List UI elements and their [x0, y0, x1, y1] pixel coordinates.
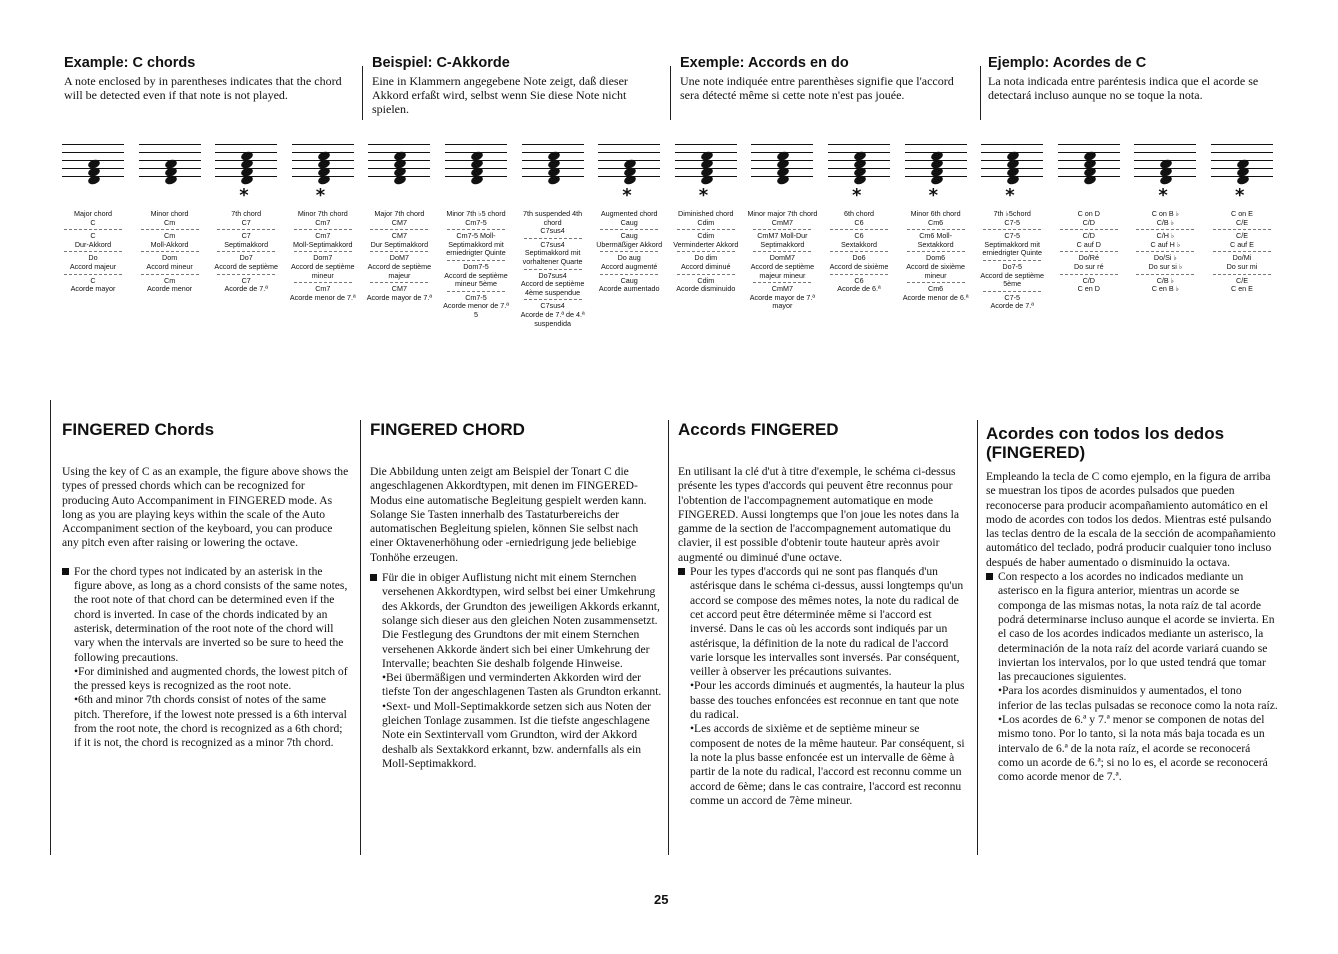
asterisk-icon: *: [1235, 185, 1245, 206]
example-en: [64, 55, 354, 102]
staff-line: [1134, 144, 1196, 145]
chord-name: 7th chord: [231, 210, 262, 218]
chord-es-symbol: Caug: [620, 276, 638, 285]
separator: [600, 229, 658, 230]
chord-name: C on D: [1077, 210, 1100, 218]
chord-es-symbol: C/D: [1082, 276, 1095, 285]
chord-es-symbol: Cm7-5: [465, 293, 487, 302]
chord-fr-symbol: Do/Mi: [1232, 254, 1252, 263]
chord-fr-symbol: Do/Ré: [1078, 254, 1099, 263]
asterisk-icon: *: [928, 185, 939, 206]
section-en-bullet: For the chord types not indicated by an asterisk in the figure above, as long as a chord consists of the same notes, the root note of that chord can be determined even if the chord is inverted. In case of the chords indicated by an asterisk, determination of the root note of the chord will vary when the intervals are inverted so be sure to heed the following precautions.: [62, 565, 352, 665]
staff-line: [675, 144, 737, 145]
asterisk-icon: *: [315, 185, 326, 206]
chord-es-name: C en D: [1077, 285, 1100, 294]
chord-fr-symbol: Do/Si ♭: [1153, 254, 1177, 263]
chord-fr-name: Accord de septième 5ème: [980, 271, 1044, 289]
section-de-bullet: Für die in obiger Auflistung nicht mit einem Sternchen versehenen Akkordtypen, wird selbst bei einer Umkehrung des Akkords, der Grundton des jeweiligen Akkords erkannt, solange sich dieser aus den gleichen Noten zusammensetzt. Die Festlegung des Grundtons der mit einem Sternchen versehenen Akkorde ändert sich bei einer Umkehrung der Intervalle; beachten Sie deshalb folgende Hinweise.: [370, 571, 662, 671]
separator: [753, 282, 811, 283]
chord-de-symbol: Cm7-5 Moll-: [456, 232, 496, 241]
separator: [677, 251, 735, 252]
chord-name: Augmented chord: [600, 210, 658, 218]
section-fr-title: Accords FINGERED: [678, 420, 839, 439]
divider: [670, 66, 671, 120]
separator: [141, 274, 199, 275]
separator: [217, 251, 275, 252]
chord-de-name: C auf D: [1076, 240, 1101, 249]
chord-name: Minor 7th ♭5 chord: [446, 210, 506, 218]
section-de-title: FINGERED CHORD: [370, 420, 525, 439]
chord-name: C on E: [1231, 210, 1253, 218]
chord-symbol: C6: [854, 218, 864, 227]
chord-es-name: Acorde de 7.ª: [224, 285, 268, 294]
separator: [1136, 229, 1194, 230]
chord-symbol: C7-5: [1004, 218, 1020, 227]
chord-fr-name: Accord de sixième: [829, 262, 889, 271]
staff-notation: [824, 138, 894, 206]
chord-de-name: C auf E: [1230, 240, 1254, 249]
separator: [294, 251, 352, 252]
section-fr-sub2: •Les accords de sixième et de septième mineur se composent de notes de la même hauteur. Par conséquent, si la note la plus basse enfoncée est un intervalle de 6ème à partir de la note du radical, l'accord est reconnu comme un accord de 6ème; dans le cas contraire, l'accord est reconnu comme un accord de 7ème mineur.: [690, 722, 965, 807]
asterisk-icon: *: [622, 185, 632, 206]
chord-de-name: Septimakkord mit erniedrigter Quinte: [446, 240, 506, 258]
staff-line: [1211, 144, 1273, 145]
staff-line: [751, 144, 813, 145]
chord-labels: [518, 210, 588, 328]
chord-fr-symbol: Do7: [239, 254, 253, 263]
chord-labels: [211, 210, 281, 294]
section-en-title: FINGERED Chords: [62, 420, 215, 439]
separator: [370, 282, 428, 283]
chord-labels: [58, 210, 128, 294]
chord-de-name: Verminderter Akkord: [673, 240, 739, 249]
staff-line: [445, 144, 507, 145]
staff-notation: [977, 138, 1047, 206]
example-en-heading: Example: C chords: [64, 55, 196, 71]
chord-column: [977, 138, 1047, 311]
staff-line: [905, 144, 967, 145]
staff-notation: [671, 138, 741, 206]
section-es-intro: Empleando la tecla de C como ejemplo, en la figura de arriba se muestran los tipos de acordes pulsados que pueden reconocerse para producir acompañamiento automático en el modo de acordes con todos los dedos. Mientras esté pulsando las teclas dentro de la escala de la sección de acompañamiento automático del teclado, podrá producir cualquier tono incluso después de haber aumentado o disminuido la octava.: [986, 470, 1276, 569]
staff-notation: [1130, 138, 1200, 206]
staff-notation: [288, 138, 358, 206]
separator: [141, 251, 199, 252]
separator: [983, 291, 1041, 292]
example-es-text: La nota indicada entre paréntesis indica que el acorde se detectará incluso aunque no se toque la nota.: [988, 74, 1259, 102]
chord-de-symbol: C7: [241, 232, 251, 241]
separator: [753, 229, 811, 230]
chord-name: Minor 7th chord: [297, 210, 348, 218]
staff-notation: [211, 138, 281, 206]
staff-notation: [747, 138, 817, 190]
section-en: [62, 420, 352, 751]
chord-fr-symbol: DoM7: [389, 254, 409, 263]
chord-fr-symbol: DomM7: [769, 254, 795, 263]
asterisk-icon: *: [852, 185, 862, 206]
chord-fr-name: Do sur si ♭: [1148, 262, 1183, 271]
chord-es-name: Acorde de 6.ª: [837, 285, 881, 294]
chord-fr-symbol: Do dim: [694, 254, 718, 263]
staff-notation: [58, 138, 128, 190]
chord-de-symbol: CM7: [391, 232, 407, 241]
chord-column: [518, 138, 588, 328]
separator: [64, 229, 122, 230]
separator: [830, 274, 888, 275]
asterisk-icon: *: [239, 185, 249, 206]
chord-de-name: Septimakkord: [224, 240, 269, 249]
chord-es-symbol: C7-5: [1004, 293, 1020, 302]
section-en-intro: Using the key of C as an example, the figure above shows the types of pressed chords which can be recognized for producing Auto Accompaniment in FINGERED mode. As long as you are playing keys within the scale of the Auto Accompaniment section of the keyboard, you can produce any pitch even after raising or lowering the octave.: [62, 465, 349, 550]
chord-es-symbol: CmM7: [771, 285, 793, 294]
example-de-heading: Beispiel: C-Akkorde: [372, 55, 510, 71]
divider: [977, 420, 978, 855]
chord-es-symbol: Cdim: [697, 276, 715, 285]
separator: [753, 251, 811, 252]
chord-name: 7th ♭5chord: [993, 210, 1031, 218]
section-de: [370, 420, 662, 771]
chord-de-name: Septimakkord mit vorhaltener Quarte: [522, 249, 583, 266]
section-de-intro: Die Abbildung unten zeigt am Beispiel der Tonart C die angeschlagenen Akkordtypen, mit denen im FINGERED-Modus eine automatische Begleitung gespielt werden kann. Solange Sie Tasten innerhalb des Tastaturbereichs der automatischen Begleitung spielen, können Sie selbst nach einer Oktavenerhöhung oder -erniedrigung jede beliebige Tonhöhe erzeugen.: [370, 465, 647, 564]
divider: [668, 420, 669, 855]
chord-de-name: Septimakkord: [760, 240, 805, 249]
staff-notation: [594, 138, 664, 206]
separator: [217, 229, 275, 230]
chord-es-name: Acorde menor: [147, 285, 193, 294]
chord-symbol: C/E: [1236, 218, 1248, 227]
separator: [447, 291, 505, 292]
chord-fr-name: Accord de septième majeur mineur: [750, 262, 815, 280]
chord-de-name: Dur-Akkord: [74, 240, 112, 249]
chord-symbol: Cm7-5: [465, 218, 487, 227]
chord-fr-symbol: Do7sus4: [538, 271, 567, 280]
separator: [217, 274, 275, 275]
asterisk-icon: *: [698, 185, 709, 206]
chord-fr-name: Accord de septième 4ème suspendue: [520, 280, 585, 297]
chord-de-name: Sextakkord: [917, 240, 954, 249]
separator: [370, 251, 428, 252]
staff-line: [828, 144, 890, 145]
chord-labels: [364, 210, 434, 302]
separator: [524, 269, 582, 270]
example-de: [372, 55, 662, 116]
chord-labels: [594, 210, 664, 294]
chord-es-name: C en B ♭: [1151, 285, 1180, 294]
separator: [447, 229, 505, 230]
separator: [64, 251, 122, 252]
chord-es-name: Acorde menor de 6.ª: [902, 293, 969, 302]
chord-es-symbol: CM7: [391, 285, 407, 294]
separator: [370, 229, 428, 230]
staff-line: [522, 144, 584, 145]
chord-fr-name: Accord de septième mineur 5ème: [444, 271, 508, 289]
asterisk-icon: *: [1158, 185, 1168, 206]
chord-labels: [747, 210, 817, 311]
chord-column: [1054, 138, 1124, 294]
separator: [907, 251, 965, 252]
separator: [907, 282, 965, 283]
example-de-text: Eine in Klammern angegebene Note zeigt, daß dieser Akkord erfaßt wird, selbst wenn Sie diese Note nicht spielen.: [372, 74, 628, 116]
chord-symbol: C7sus4: [540, 227, 565, 236]
separator: [64, 274, 122, 275]
chord-labels: [824, 210, 894, 294]
chord-es-symbol: Cm7: [315, 285, 331, 294]
chord-name: Diminished chord: [678, 210, 734, 218]
staff-line: [598, 152, 660, 153]
chord-column: [671, 138, 741, 294]
chord-labels: [288, 210, 358, 302]
separator: [600, 274, 658, 275]
chord-fr-name: Do sur mi: [1226, 262, 1258, 271]
staff-line: [215, 144, 277, 145]
section-es-sub2: •Los acordes de 6.ª y 7.ª menor se componen de notas del mismo tono. Por lo tanto, si la nota más baja tocada es un intervalo de 6.ª de la nota raíz, el acorde se reconocerá como un acorde de 6.ª; si no lo es, el acorde se reconocerá como acorde menor de 7.ª.: [998, 713, 1268, 784]
separator: [1060, 229, 1118, 230]
chord-column: [58, 138, 128, 294]
chord-de-symbol: C/D: [1082, 232, 1095, 241]
chord-labels: [441, 210, 511, 320]
chord-labels: [977, 210, 1047, 311]
section-es-bullet: Con respecto a los acordes no indicados mediante un asterisco en la figura anterior, mientras un acorde se componga de las mismas notas, la nota raíz de tal acorde podrá determinarse incluso aunque el acorde se invierta. En el caso de los acordes indicados mediante un asterisco, la determinación de la nota raíz del acorde variará cuando se inviertan los intervalos, por lo que usted tendrá que tomar las precauciones siguientes.: [986, 570, 1278, 684]
chord-symbol: C: [90, 218, 96, 227]
chord-de-name: Septimakkord mit erniedrigter Quinte: [982, 240, 1042, 258]
chord-es-symbol: Cm6: [928, 285, 944, 294]
section-es-sub1: •Para los acordes disminuidos y aumentados, el tono inferior de las teclas pulsadas se reconoce como la nota raíz.: [998, 684, 1278, 712]
chord-symbol: C/B ♭: [1156, 218, 1175, 227]
chord-es-name: Acorde aumentado: [598, 285, 660, 294]
chord-fr-symbol: Dom7: [313, 254, 333, 263]
divider: [980, 66, 981, 120]
section-en-sub2: •6th and minor 7th chords consist of notes of the same pitch. Therefore, if the lowest note pressed is a 6th interval from the root note, the chord is recognized as a 6th chord; if it is not, the chord is recognized as a minor 7th chord.: [74, 693, 347, 750]
section-de-sub1: •Bei übermäßigen und verminderten Akkorden wird der tiefste Ton der angeschlagenen Tasten als Grundton erkannt.: [382, 671, 662, 699]
chord-chart: [58, 138, 1286, 378]
staff-line: [598, 144, 660, 145]
chord-fr-name: Accord diminué: [681, 262, 731, 271]
chord-es-symbol: C/E: [1236, 276, 1248, 285]
section-es-title: Acordes con todos los dedos (FINGERED): [986, 424, 1225, 462]
separator: [1213, 251, 1271, 252]
chord-es-symbol: C6: [854, 276, 864, 285]
chord-es-name: Acorde mayor: [70, 285, 116, 294]
chord-de-name: C auf H ♭: [1150, 240, 1181, 249]
chord-fr-name: Accord de septième majeur: [367, 262, 432, 280]
separator: [524, 299, 582, 300]
asterisk-icon: *: [1005, 185, 1015, 206]
staff-notation: [901, 138, 971, 206]
separator: [600, 251, 658, 252]
separator: [983, 229, 1041, 230]
staff-line: [368, 144, 430, 145]
chord-de-symbol: C/H ♭: [1156, 232, 1175, 241]
chord-column: [211, 138, 281, 294]
chord-fr-symbol: Dom7-5: [463, 262, 489, 271]
separator: [830, 229, 888, 230]
separator: [1136, 251, 1194, 252]
separator: [294, 282, 352, 283]
chord-de-symbol: C6: [854, 232, 864, 241]
chord-column: [901, 138, 971, 302]
chord-es-name: Acorde de 7.ª: [990, 302, 1034, 311]
chord-fr-name: Accord de sixième mineur: [906, 262, 965, 280]
chord-es-symbol: C7: [241, 276, 251, 285]
chord-de-symbol: Cm: [164, 232, 176, 241]
section-es: [986, 424, 1278, 785]
chord-de-symbol: Cm7: [315, 232, 331, 241]
chord-column: [364, 138, 434, 302]
chord-de-symbol: CmM7 Moll-Dur: [757, 232, 808, 241]
chord-de-name: Sextakkord: [841, 240, 877, 249]
chord-column: [441, 138, 511, 319]
chord-labels: [901, 210, 971, 302]
chord-es-name: Acorde mayor de 7.ª: [366, 293, 433, 302]
separator: [447, 260, 505, 261]
chord-name: Major 7th chord: [374, 210, 425, 218]
example-fr-heading: Exemple: Accords en do: [680, 55, 849, 71]
chord-column: [1207, 138, 1277, 294]
chord-es-name: Acorde disminuido: [676, 285, 736, 294]
chord-es-symbol: C7sus4: [540, 302, 565, 311]
divider: [360, 420, 361, 855]
staff-notation: [135, 138, 205, 190]
chord-symbol: Cm: [164, 218, 176, 227]
separator: [677, 229, 735, 230]
chord-es-name: Acorde mayor de 7.ª mayor: [749, 293, 816, 311]
chord-symbol: Cdim: [697, 218, 715, 227]
chord-fr-symbol: Do aug: [617, 254, 641, 263]
chord-fr-name: Accord mineur: [146, 262, 193, 271]
section-de-sub2: •Sext- und Moll-Septimakkorde setzen sich aus Noten der gleichen Tonlage zusammen. Ist die tiefste angeschlagene Note ein Sextintervall vom Grundton, wird der Akkord deshalb als Sextakkord erkannt, bzw. andernfalls als ein Moll-Septimakkord.: [382, 699, 652, 770]
chord-column: [135, 138, 205, 294]
divider: [362, 66, 363, 120]
chord-de-name: Moll-Septimakkord: [293, 240, 353, 249]
chord-es-symbol: C: [90, 276, 96, 285]
separator: [141, 229, 199, 230]
example-es: [988, 55, 1280, 102]
chord-fr-symbol: Do7-5: [1002, 262, 1022, 271]
chord-symbol: Cm7: [315, 218, 331, 227]
staff-line: [62, 152, 124, 153]
separator: [1060, 274, 1118, 275]
chord-fr-name: Accord majeur: [69, 262, 117, 271]
staff-notation: [1054, 138, 1124, 190]
separator: [294, 229, 352, 230]
chord-es-name: Acorde de 7.ª de 4.ª suspendida: [520, 310, 585, 328]
staff-notation: [441, 138, 511, 190]
chord-symbol: CM7: [391, 218, 407, 227]
example-fr: [680, 55, 976, 102]
chord-symbol: CmM7: [771, 218, 793, 227]
chord-column: [1130, 138, 1200, 294]
staff-line: [62, 144, 124, 145]
chord-es-name: C en E: [1231, 285, 1253, 294]
chord-de-symbol: Cdim: [697, 232, 715, 241]
separator: [830, 251, 888, 252]
chord-fr-name: Accord de septième: [214, 262, 278, 271]
example-es-heading: Ejemplo: Acordes de C: [988, 55, 1147, 71]
chord-de-name: Moll-Akkord: [150, 240, 189, 249]
chord-de-name: Übermäßiger Akkord: [596, 240, 663, 249]
separator: [907, 229, 965, 230]
chord-name: C on B ♭: [1151, 210, 1180, 218]
staff-line: [1058, 144, 1120, 145]
chord-es-name: Acorde menor de 7.ª 5: [443, 302, 509, 319]
chord-column: [824, 138, 894, 294]
staff-notation: [364, 138, 434, 190]
section-fr-sub1: •Pour les accords diminués et augmentés, la hauteur la plus basse des touches enfoncées est reconnue en tant que note du radical.: [690, 679, 965, 722]
chord-de-symbol: Cm6 Moll-: [919, 232, 952, 241]
chord-de-name: Dur Septimakkord: [370, 240, 429, 249]
chord-symbol: Caug: [620, 218, 638, 227]
chord-de-symbol: C/E: [1236, 232, 1248, 241]
section-fr-intro: En utilisant la clé d'ut à titre d'exemple, le schéma ci-dessus présente les types d'accords qui peuvent être reconnus pour l'obtention de l'accompagnement automatique en mode FINGERED. Aussi longtemps que l'on joue les notes dans la gamme de la section de l'accompagnement automatique du clavier, il est possible d'obtenir toute hauteur après avoir augmenté ou diminué d'une octave.: [678, 465, 959, 564]
chord-fr-name: Accord augmenté: [601, 262, 658, 271]
separator: [1136, 274, 1194, 275]
chord-es-symbol: Cm: [164, 276, 176, 285]
chord-fr-symbol: Dom: [162, 254, 178, 263]
chord-column: [594, 138, 664, 294]
staff-line: [139, 152, 201, 153]
separator: [1060, 251, 1118, 252]
separator: [983, 260, 1041, 261]
chord-fr-name: Accord de septième mineur: [291, 262, 355, 280]
chord-name: Major chord: [74, 210, 112, 218]
chord-labels: [1207, 210, 1277, 294]
chord-es-name: Acorde menor de 7.ª: [289, 293, 356, 302]
chord-name: Minor major 7th chord: [747, 210, 818, 218]
chord-symbol: Cm6: [928, 218, 944, 227]
chord-symbol: C/D: [1082, 218, 1095, 227]
staff-line: [1211, 152, 1273, 153]
chord-column: [747, 138, 818, 311]
example-en-text: A note enclosed by in parentheses indicates that the chord will be detected even if that note is not played.: [64, 74, 342, 102]
section-en-sub1: •For diminished and augmented chords, the lowest pitch of the pressed keys is recognized as the root note.: [74, 664, 348, 693]
chord-fr-symbol: Do6: [852, 254, 866, 263]
chord-fr-symbol: Do: [88, 254, 98, 263]
chord-de-symbol: Caug: [620, 232, 638, 241]
chord-fr-name: Do sur ré: [1074, 262, 1104, 271]
separator: [1213, 229, 1271, 230]
example-fr-text: Une note indiquée entre parenthèses signifie que l'accord sera détecté même si cette note n'est pas jouée.: [680, 74, 954, 102]
chord-de-symbol: C: [90, 232, 96, 241]
chord-labels: [135, 210, 205, 294]
section-fr: [678, 420, 970, 808]
staff-notation: [518, 138, 588, 190]
chord-symbol: C7: [241, 218, 251, 227]
staff-line: [139, 144, 201, 145]
section-fr-bullet: Pour les types d'accords qui ne sont pas flanqués d'un astérisque dans le schéma ci-dessus, aussi longtemps qu'un accord se compose des mêmes notes, la note du radical de cet accord peut être déterminée même si l'accord est inversé. Dans le cas où les accords sont indiqués par un astérisque, la définition de la note du radical de l'accord varie lorsque les intervalles sont inversés. Par conséquent, veiller à observer les précautions suivantes.: [678, 565, 970, 679]
chord-name: Minor 6th chord: [910, 210, 961, 218]
separator: [1213, 274, 1271, 275]
staff-line: [1134, 152, 1196, 153]
chord-fr-symbol: Dom6: [926, 254, 946, 263]
chord-de-symbol: C7sus4: [540, 240, 565, 249]
page-number: 25: [654, 892, 669, 907]
chord-labels: [1130, 210, 1200, 294]
chord-name: Minor chord: [150, 210, 189, 218]
chord-name: 6th chord: [844, 210, 874, 218]
staff-line: [981, 144, 1043, 145]
staff-notation: [1207, 138, 1277, 206]
chord-labels: [1054, 210, 1124, 294]
staff-line: [292, 144, 354, 145]
chord-labels: [671, 210, 741, 294]
chord-column: [288, 138, 358, 302]
chord-name: 7th suspended 4th chord: [523, 210, 583, 227]
chord-es-symbol: C/B ♭: [1156, 276, 1175, 285]
chord-de-symbol: C7-5: [1004, 232, 1020, 241]
separator: [677, 274, 735, 275]
separator: [524, 238, 582, 239]
divider: [50, 400, 51, 855]
